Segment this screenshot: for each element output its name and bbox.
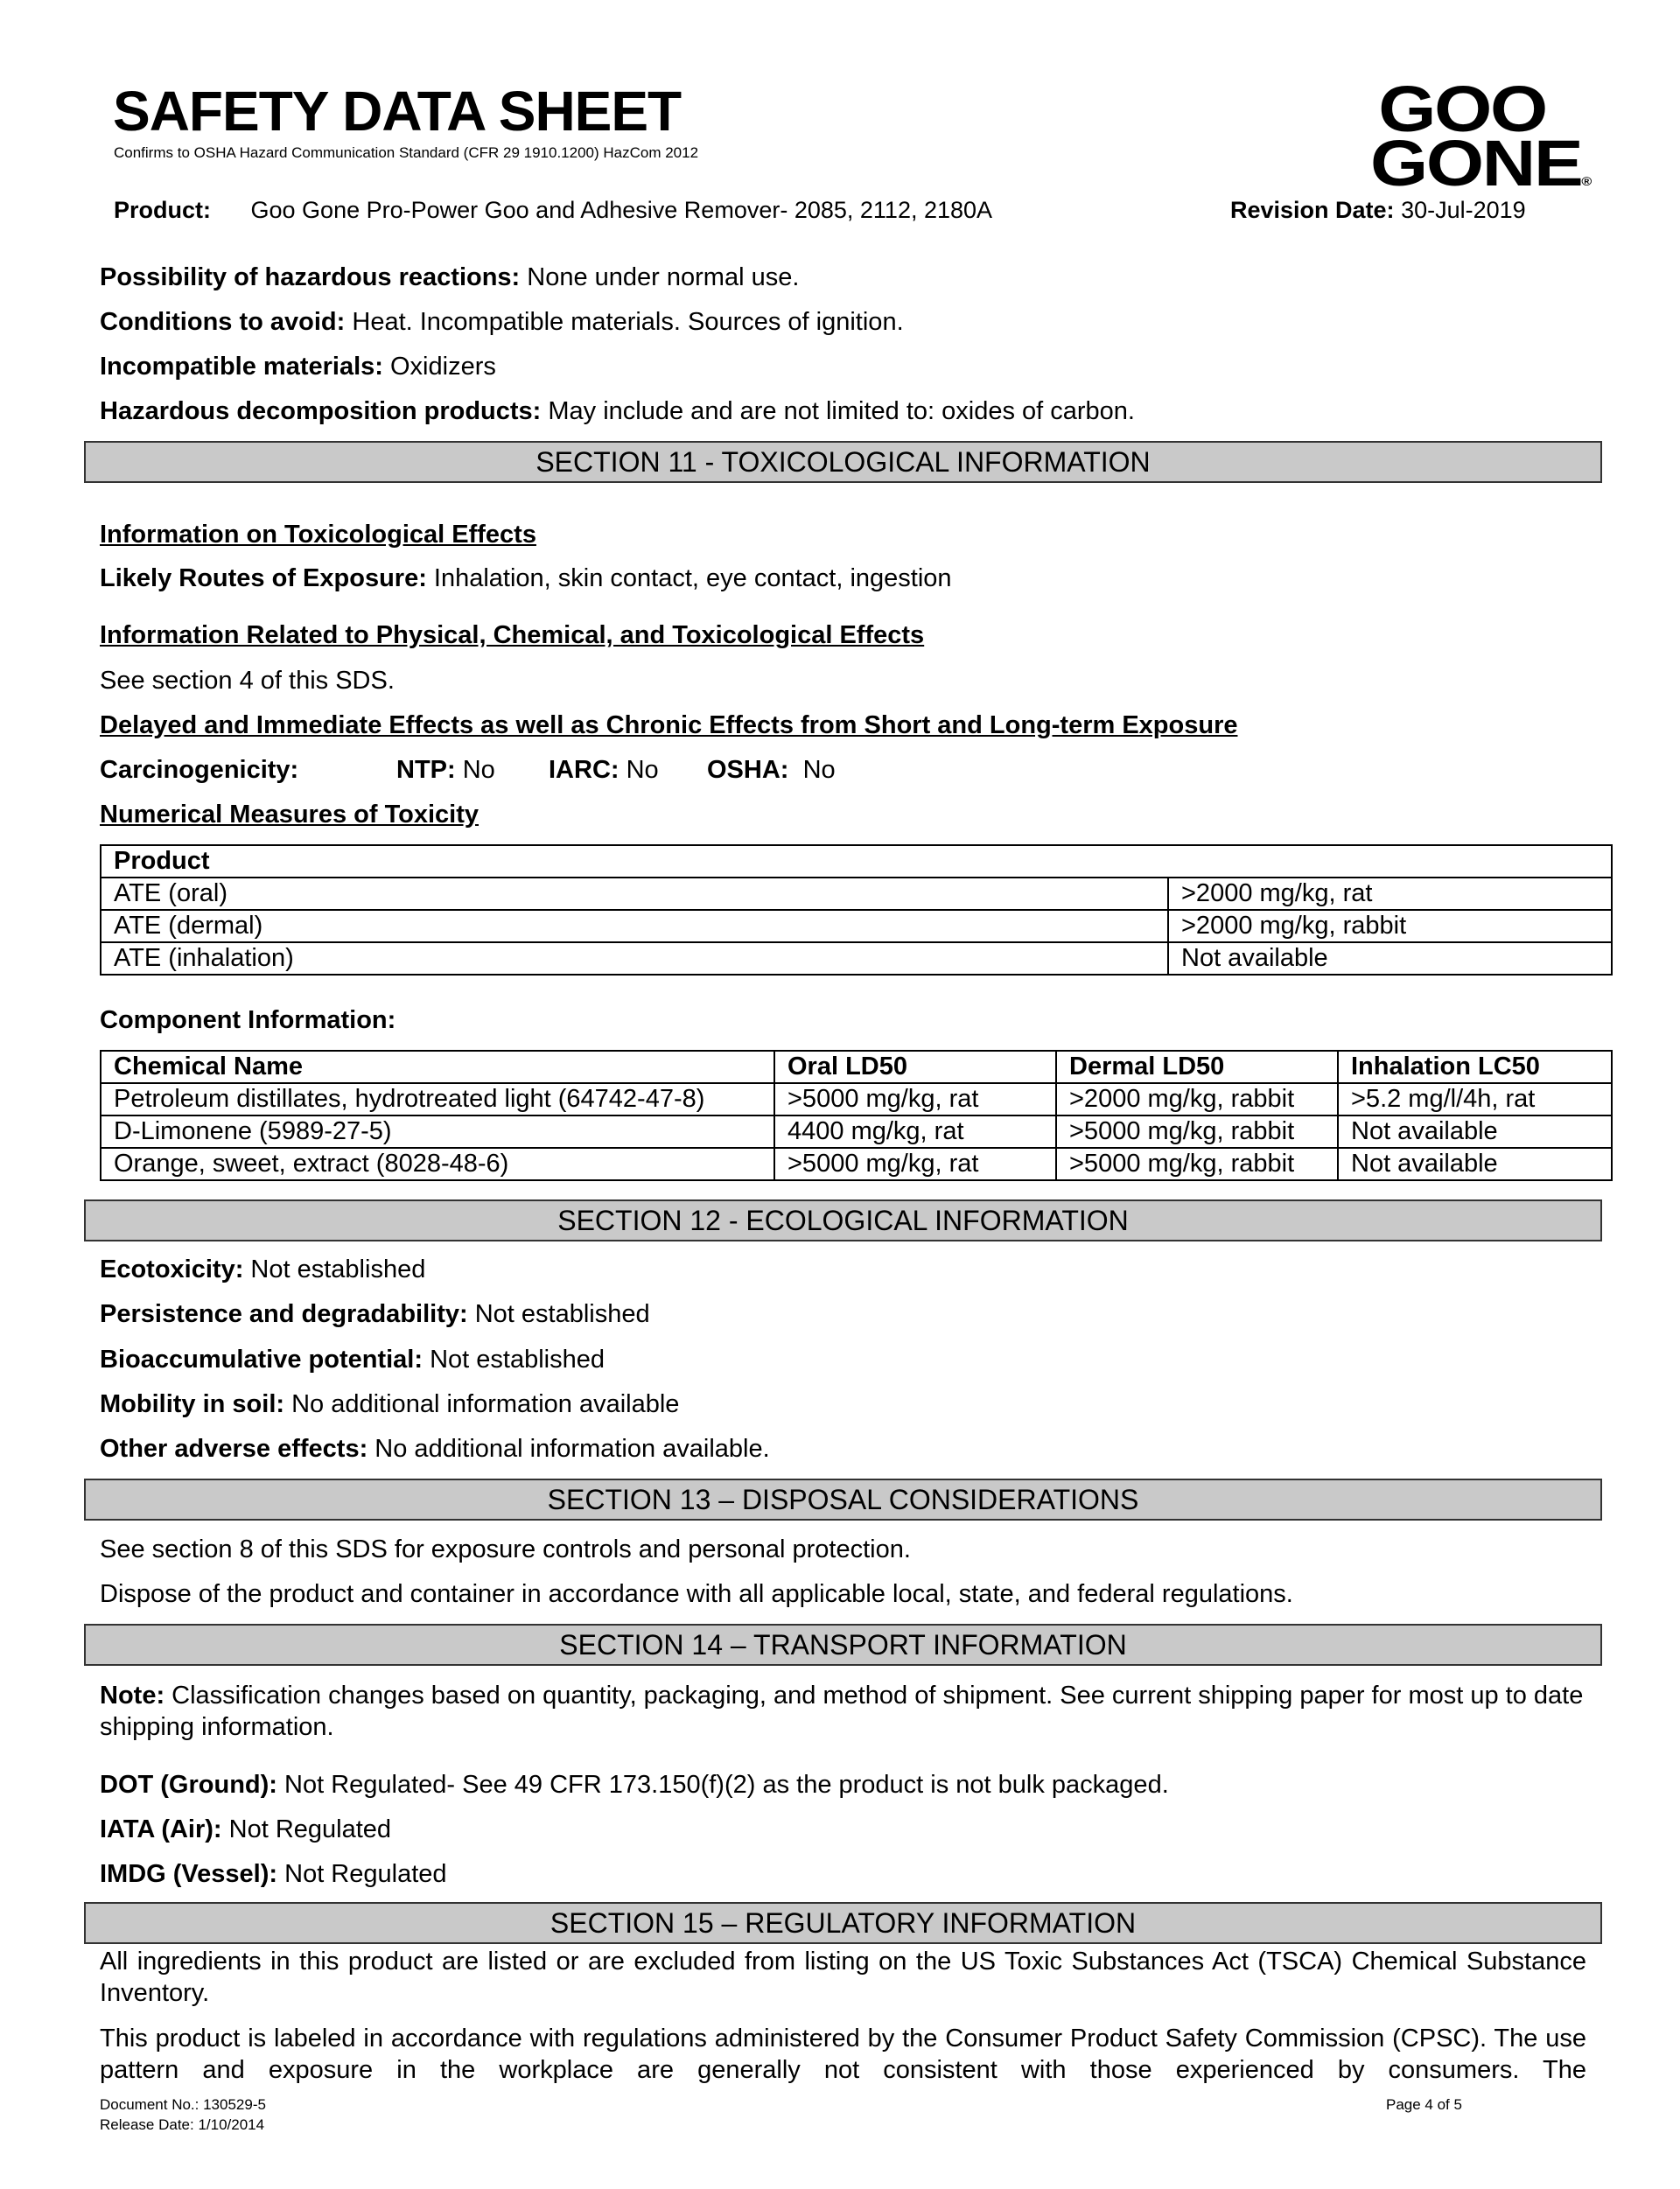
transport-note: Note: Classification changes based on quantity, packaging, and method of shipment. See current shipping paper for most up to date shipping information. bbox=[100, 1682, 1584, 1741]
section-14-header: SECTION 14 – TRANSPORT INFORMATION bbox=[84, 1624, 1602, 1666]
section-12-header: SECTION 12 - ECOLOGICAL INFORMATION bbox=[84, 1199, 1602, 1241]
disposal-line-2: Dispose of the product and container in accordance with all applicable local, state, and federal regulations. bbox=[100, 1580, 1293, 1608]
decomposition-products: Hazardous decomposition products: May include and are not limited to: oxides of carbon. bbox=[100, 397, 1135, 425]
component-heading: Component Information: bbox=[100, 1006, 396, 1034]
table-row bbox=[101, 845, 1612, 878]
disposal-line-1: See section 8 of this SDS for exposure controls and personal protection. bbox=[100, 1535, 911, 1563]
regulatory-para-1: All ingredients in this product are listed or are excluded from listing on the US Toxic Substances Act (TSCA) Chemical Substance Inventory. bbox=[100, 1948, 1586, 2007]
product-toxicity-table bbox=[100, 844, 1613, 976]
table-row: Petroleum distillates, hydrotreated light (64742-47-8) >5000 mg/kg, rat >2000 mg/kg, rabbit >5.2 mg/l/4h, rat bbox=[101, 1083, 1612, 1115]
product-line bbox=[114, 196, 992, 224]
dot-ground: DOT (Ground): Not Regulated- See 49 CFR 173.150(f)(2) as the product is not bulk packaged. bbox=[100, 1771, 1169, 1799]
numerical-measures-heading: Numerical Measures of Toxicity bbox=[100, 801, 480, 829]
table-row: ATE (oral) >2000 mg/kg, rat bbox=[101, 878, 1612, 910]
logo-line1: GOO bbox=[1378, 73, 1546, 145]
other-adverse-effects: Other adverse effects: No additional information available. bbox=[100, 1435, 770, 1463]
related-effects-heading: Information Related to Physical, Chemical, and Toxicological Effects bbox=[100, 621, 925, 649]
conditions-to-avoid: Conditions to avoid: Heat. Incompatible materials. Sources of ignition. bbox=[100, 308, 904, 336]
hazardous-reactions: Possibility of hazardous reactions: None under normal use. bbox=[100, 263, 800, 291]
release-date: Release Date: 1/10/2014 bbox=[100, 2116, 265, 2133]
table-row: ATE (dermal) >2000 mg/kg, rabbit bbox=[101, 910, 1612, 942]
document-subtitle: Confirms to OSHA Hazard Communication Standard (CFR 29 1910.1200) HazCom 2012 bbox=[114, 144, 699, 161]
revision-label: Revision Date: bbox=[1230, 197, 1395, 223]
section-15-header: SECTION 15 – REGULATORY INFORMATION bbox=[84, 1902, 1602, 1944]
document-number: Document No.: 130529-5 bbox=[100, 2096, 266, 2113]
iata-air: IATA (Air): Not Regulated bbox=[100, 1815, 392, 1843]
table-header: Product bbox=[101, 845, 1612, 878]
section-11-header: SECTION 11 - TOXICOLOGICAL INFORMATION bbox=[84, 441, 1602, 483]
product-label: Product: bbox=[114, 197, 211, 223]
imdg-vessel: IMDG (Vessel): Not Regulated bbox=[100, 1860, 447, 1888]
section-13-header: SECTION 13 – DISPOSAL CONSIDERATIONS bbox=[84, 1479, 1602, 1521]
page-number: Page 4 of 5 bbox=[1386, 2096, 1462, 2113]
revision-value: 30-Jul-2019 bbox=[1401, 197, 1526, 223]
goo-gone-logo bbox=[1370, 73, 1590, 208]
persistence: Persistence and degradability: Not established bbox=[100, 1300, 650, 1328]
tox-effects-heading: Information on Toxicological Effects bbox=[100, 521, 536, 549]
related-effects-text: See section 4 of this SDS. bbox=[100, 667, 395, 695]
table-row: D-Limonene (5989-27-5) 4400 mg/kg, rat >5000 mg/kg, rabbit Not available bbox=[101, 1115, 1612, 1148]
document-title: SAFETY DATA SHEET bbox=[113, 80, 682, 143]
table-header-row: Chemical Name Oral LD50 Dermal LD50 Inhalation LC50 bbox=[101, 1051, 1612, 1083]
routes-of-exposure: Likely Routes of Exposure: Inhalation, skin contact, eye contact, ingestion bbox=[100, 564, 952, 592]
bioaccumulative: Bioaccumulative potential: Not established bbox=[100, 1346, 605, 1374]
carcinogenicity-row: Carcinogenicity: NTP: No IARC: No OSHA: No bbox=[100, 756, 836, 784]
ecotoxicity: Ecotoxicity: Not established bbox=[100, 1255, 426, 1283]
table-row: Orange, sweet, extract (8028-48-6) >5000 mg/kg, rat >5000 mg/kg, rabbit Not available bbox=[101, 1148, 1612, 1180]
logo-line2: GONE® bbox=[1370, 127, 1590, 199]
regulatory-para-2: This product is labeled in accordance with regulations administered by the Consumer Product Safety Commission (CPSC). The use pattern and exposure in the workplace are generally not consistent with those experienced by consumers. The bbox=[100, 2025, 1586, 2084]
product-value: Goo Gone Pro-Power Goo and Adhesive Remover- 2085, 2112, 2180A bbox=[250, 197, 993, 223]
table-row: ATE (inhalation) Not available bbox=[101, 942, 1612, 975]
component-toxicity-table bbox=[100, 1050, 1613, 1181]
incompatible-materials: Incompatible materials: Oxidizers bbox=[100, 353, 496, 381]
delayed-effects-heading: Delayed and Immediate Effects as well as Chronic Effects from Short and Long-term Exposure bbox=[100, 711, 1238, 739]
mobility-in-soil: Mobility in soil: No additional information available bbox=[100, 1390, 680, 1418]
